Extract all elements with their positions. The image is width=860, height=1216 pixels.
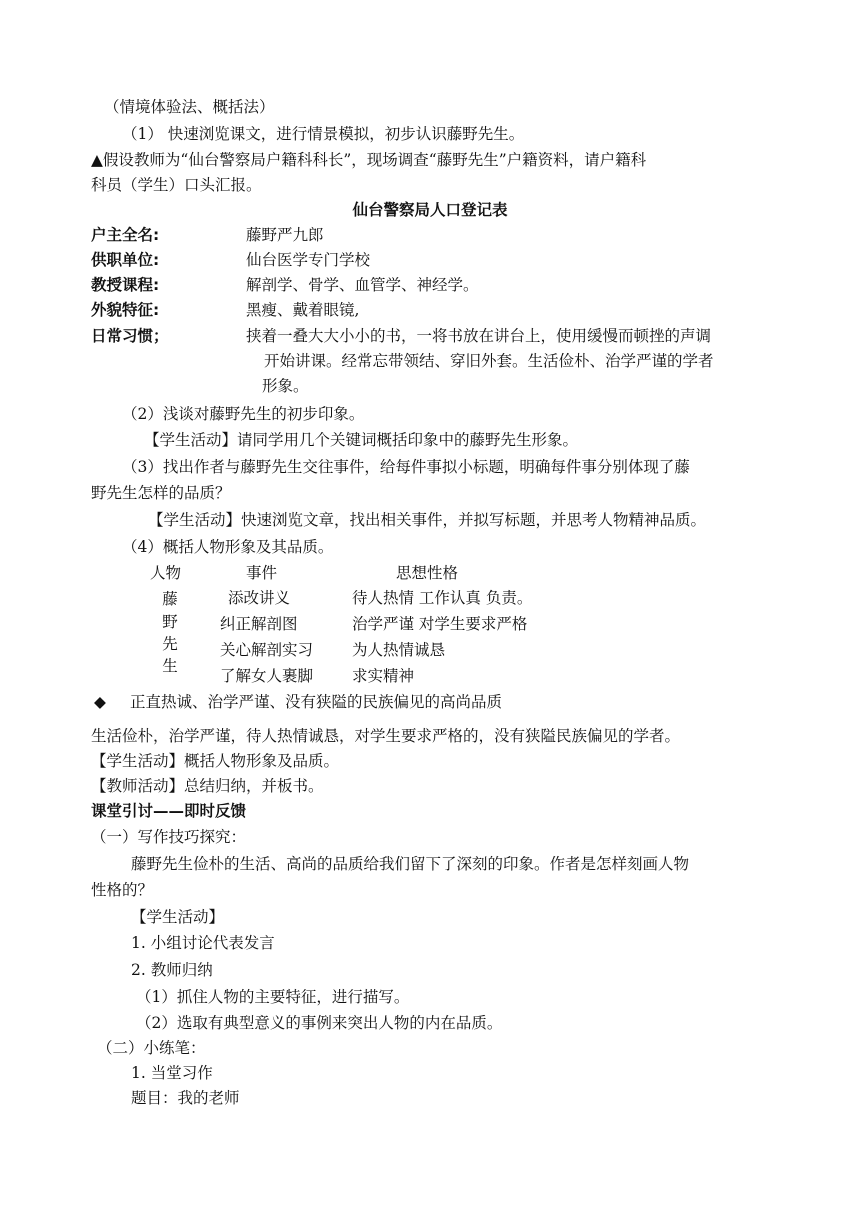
task-line-1: ▲假设教师为“仙台警察局户籍科科长”，现场调查“藤野先生”户籍资料，请户籍科	[91, 151, 647, 169]
register-value-employer: 仙台医学专门学校	[246, 251, 371, 269]
register-label-name: 户主全名:	[91, 226, 160, 244]
step-3-activity: 【学生活动】快速浏览文章，找出相关事件，并拟写标题，并思考人物精神品质。	[148, 511, 707, 529]
table-person-char: 藤	[162, 590, 178, 608]
register-label-employer: 供职单位:	[91, 251, 160, 269]
part-1-para-line-1: 藤野先生俭朴的生活、高尚的品质给我们留下了深刻的印象。作者是怎样刻画人物	[131, 855, 690, 873]
register-habits-line-2: 开始讲课。经常忘带领结、穿旧外套。生活俭朴、治学严谨的学者	[264, 352, 714, 370]
table-row-trait: 待人热情 工作认真 负责。	[352, 589, 533, 607]
register-value-habits: 挟着一叠大大小小的书，一将书放在讲台上，使用缓慢而顿挫的声调	[246, 327, 712, 345]
table-row-event: 添改讲义	[228, 589, 291, 607]
list-item: 2. 教师归纳	[131, 961, 213, 979]
practice-topic: 题目：我的老师	[131, 1089, 240, 1107]
part-1-activity: 【学生活动】	[131, 908, 225, 926]
diamond-bullet-icon: ◆	[94, 693, 106, 711]
register-habits-line-3: 形象。	[262, 377, 309, 395]
sub-item: （2）选取有典型意义的事例来突出人物的内在品质。	[136, 1014, 503, 1032]
table-row-trait: 求实精神	[352, 667, 415, 685]
summary-description: 生活俭朴，治学严谨，待人热情诚恳，对学生要求严格的，没有狭隘民族偏见的学者。	[91, 727, 681, 745]
table-row-trait: 为人热情诚恳	[352, 641, 446, 659]
table-row-trait: 治学严谨 对学生要求严格	[352, 615, 528, 633]
table-row-event: 关心解剖实习	[220, 641, 314, 659]
list-item: 1. 小组讨论代表发言	[131, 934, 275, 952]
step-3-line-2: 野先生怎样的品质？	[91, 484, 231, 502]
register-title: 仙台警察局人口登记表	[352, 201, 508, 219]
table-person-char: 生	[162, 657, 178, 675]
step-2: （2）浅谈对藤野先生的初步印象。	[122, 405, 365, 423]
part-1-heading: （一）写作技巧探究：	[91, 828, 247, 846]
step-4: （4）概括人物形象及其品质。	[122, 538, 334, 556]
summary-student-activity: 【学生活动】概括人物形象及品质。	[91, 752, 340, 770]
part-2-heading: （二）小练笔：	[97, 1039, 206, 1057]
step-3-line-1: （3）找出作者与藤野先生交往事件，给每件事拟小标题，明确每件事分别体现了藤	[122, 458, 690, 476]
table-header-person: 人物	[150, 564, 182, 582]
section-heading: 课堂引讨——即时反馈	[91, 802, 247, 820]
method-note: （情境体验法、概括法）	[104, 98, 275, 116]
step-1: （1） 快速浏览课文，进行情景模拟，初步认识藤野先生。	[122, 125, 525, 143]
table-row-event: 纠正解剖图	[220, 615, 298, 633]
register-label-courses: 教授课程:	[91, 276, 160, 294]
table-person-char: 先	[162, 635, 178, 653]
summary-teacher-activity: 【教师活动】总结归纳，并板书。	[91, 777, 324, 795]
part-1-para-line-2: 性格的？	[91, 881, 154, 899]
summary-quality: 正直热诚、治学严谨、没有狭隘的民族偏见的高尚品质	[130, 693, 503, 711]
list-item: 1. 当堂习作	[131, 1064, 213, 1082]
register-value-courses: 解剖学、骨学、血管学、神经学。	[246, 276, 479, 294]
register-value-appearance: 黑瘦、戴着眼镜,	[246, 301, 360, 319]
register-label-habits: 日常习惯；	[91, 327, 169, 345]
register-value-name: 藤野严九郎	[246, 226, 324, 244]
step-2-activity: 【学生活动】请同学用几个关键词概括印象中的藤野先生形象。	[144, 431, 579, 449]
table-header-trait: 思想性格	[396, 564, 459, 582]
task-line-2: 科员（学生）口头汇报。	[91, 176, 262, 194]
table-header-event: 事件	[246, 564, 278, 582]
table-row-event: 了解女人裹脚	[220, 667, 314, 685]
sub-item: （1）抓住人物的主要特征，进行描写。	[136, 988, 410, 1006]
table-person-char: 野	[162, 613, 178, 631]
register-label-appearance: 外貌特征:	[91, 301, 160, 319]
